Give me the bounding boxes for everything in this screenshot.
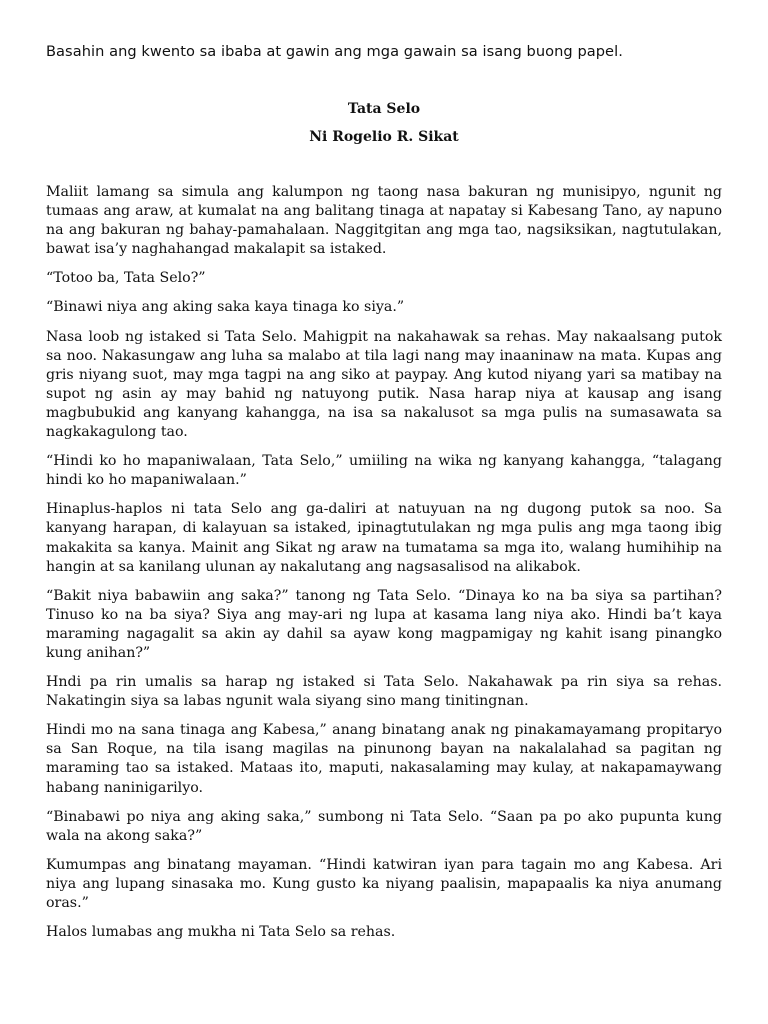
- title-block: [46, 98, 722, 148]
- story-body: [46, 183, 722, 952]
- story-paragraph: “Bakit niya babawiin ang saka?” tanong ng Tata Selo. “Dinaya ko na ba siya sa partihan? Tinuso ko na ba siya? Siya ang may-ari ng lupa at kasama lang niya ako. Hindi ba’t kaya maraming nagagalit sa akin ay dahil sa ayaw kong magpamigay ng kahit isang pinangko kung anihan?”: [46, 587, 722, 661]
- instruction-text: Basahin ang kwento sa ibaba at gawin ang mga gawain sa isang buong papel.: [46, 43, 623, 60]
- story-paragraph: Halos lumabas ang mukha ni Tata Selo sa rehas.: [46, 924, 396, 941]
- story-paragraph: “Hindi ko ho mapaniwalaan, Tata Selo,” umiiling na wika ng kanyang kahangga, “talagang hindi ko ho mapaniwalaan.”: [46, 453, 722, 489]
- story-author: Ni Rogelio R. Sikat: [309, 129, 459, 145]
- story-title: Tata Selo: [347, 101, 421, 117]
- story-paragraph: Hindi mo na sana tinaga ang Kabesa,” anang binatang anak ng pinakamayamang propitaryo sa San Roque, na tila isang magilas na pinunong bayan na nakalalahad sa pagitan ng maraming tao sa istaked. Mataas ito, maputi, nakasalaming may kulay, at nakapamaywang habang naninigarilyo.: [46, 722, 722, 796]
- story-paragraph: Nasa loob ng istaked si Tata Selo. Mahigpit na nakahawak sa rehas. May nakaalsang putok sa noo. Nakasungaw ang luha sa malabo at tila lagi nang may inaaninaw na mata. Kupas ang gris niyang suot, may mga tagpi na ang siko at paypay. Ang kutod niyang yari sa matibay na supot ng asin ay may bahid ng natuyong putik. Nasa harap niya at kausap ang isang magbubukid ang kanyang kahangga, na isa sa nakalusot sa mga pulis na sumasawata sa nagkakagulong tao.: [46, 328, 722, 441]
- story-paragraph: “Binawi niya ang aking saka kaya tinaga ko siya.”: [46, 299, 405, 316]
- story-paragraph: “Binabawi po niya ang aking saka,” sumbong ni Tata Selo. “Saan pa po ako pupunta kung wala na akong saka?”: [46, 808, 722, 844]
- story-paragraph: Kumumpas ang binatang mayaman. “Hindi katwiran iyan para tagain mo ang Kabesa. Ari niya ang lupang sinasaka mo. Kung gusto ka niyang paalisin, mapapaalis ka niya anumang oras.”: [46, 856, 722, 911]
- story-paragraph: Hndi pa rin umalis sa harap ng istaked si Tata Selo. Nakahawak pa rin siya sa rehas. Nakatingin siya sa labas ngunit wala siyang sino mang tinitingnan.: [46, 674, 722, 710]
- story-paragraph: Hinaplus-haplos ni tata Selo ang ga-daliri at natuyuan na ng dugong putok sa noo. Sa kanyang harapan, di kalayuan sa istaked, ipinagtutulakan ng mga pulis ang mga taong ibig makakita sa kanya. Mainit ang Sikat ng araw na tumatama sa mga ito, walang humihihip na hangin at sa kanilang ulunan ay nakalutang ang nagsasalisod na alikabok.: [46, 501, 722, 575]
- story-paragraph: “Totoo ba, Tata Selo?”: [46, 270, 206, 287]
- story-paragraph: Maliit lamang sa simula ang kalumpon ng taong nasa bakuran ng munisipyo, ngunit ng tumaas ang araw, at kumalat na ang balitang tinaga at napatay si Kabesang Tano, ay napuno na ang bakuran ng bahay-pamahalaan. Naggitgitan ang mga tao, nagsiksikan, nagtutulakan, bawat isa’y naghahangad makalapit sa istaked.: [46, 184, 722, 258]
